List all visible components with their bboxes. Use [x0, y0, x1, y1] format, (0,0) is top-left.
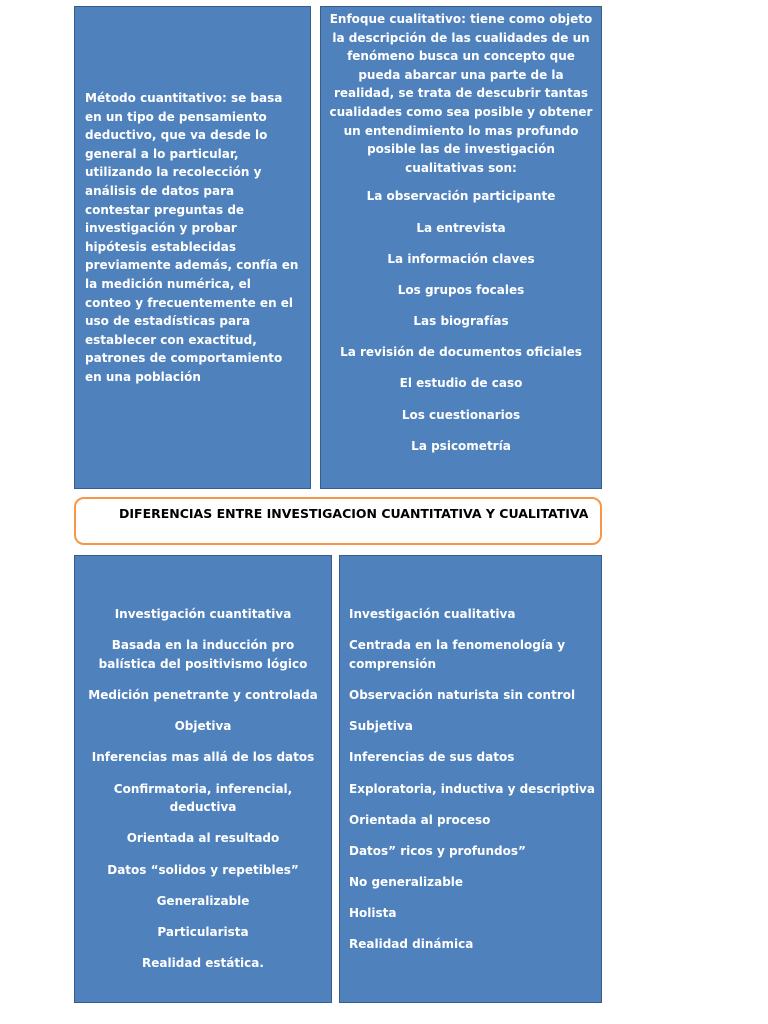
list-item: Inferencias mas allá de los datos: [91, 750, 315, 765]
list-item: Realidad dinámica: [349, 937, 474, 952]
list-item: Holista: [349, 906, 397, 921]
qualitative-characteristics-box: [339, 555, 602, 1003]
list-item: Orientada al resultado: [126, 831, 280, 846]
qualitative-techniques-list: [329, 187, 593, 455]
list-item: La entrevista: [416, 220, 506, 235]
list-item: Los cuestionarios: [401, 407, 521, 422]
list-item: El estudio de caso: [399, 376, 523, 391]
list-item: Medición penetrante y controlada: [88, 687, 318, 702]
qualitative-focus-intro: Enfoque cualitativo: tiene como objeto la descripción de las cualidades de un fenómeno busca un concepto que pueda abarcar una parte de la realidad, se trata de descubrir tantas cualidades como sea posible y obtener un entendimiento lo mas profundo posible las de investigación cualitativas son:: [329, 12, 593, 175]
list-item: Exploratoria, inductiva y descriptiva: [349, 781, 595, 796]
list-item: La revisión de documentos oficiales: [340, 345, 582, 360]
quantitative-characteristics-list: [83, 605, 323, 973]
list-item: Basada en la inducción pro balística del positivismo lógico: [98, 638, 308, 671]
list-item: Orientada al proceso: [349, 812, 491, 827]
list-item: Particularista: [157, 924, 249, 939]
quantitative-characteristics-box: [74, 555, 332, 1003]
list-item: Generalizable: [156, 893, 250, 908]
differences-title: DIFERENCIAS ENTRE INVESTIGACION CUANTITATIVA Y CUALITATIVA: [119, 506, 589, 521]
qualitative-characteristics-list: [349, 605, 595, 954]
list-item: Los grupos focales: [397, 282, 525, 297]
list-item: Investigación cuantitativa: [114, 607, 292, 621]
list-item: Investigación cualitativa: [349, 607, 516, 621]
differences-title-box: [74, 497, 602, 545]
list-item: Subjetiva: [349, 719, 413, 734]
list-item: Inferencias de sus datos: [349, 750, 515, 765]
list-item: Realidad estática.: [142, 956, 264, 971]
list-item: Confirmatoria, inferencial, deductiva: [113, 781, 293, 815]
list-item: La psicometría: [411, 438, 511, 453]
list-item: La observación participante: [366, 189, 556, 204]
list-item: Centrada en la fenomenología y comprensión: [349, 638, 566, 671]
quantitative-method-box: [74, 6, 311, 489]
list-item: Observación naturista sin control: [349, 687, 576, 702]
list-item: Datos” ricos y profundos”: [349, 843, 526, 858]
list-item: Las biografías: [413, 314, 509, 329]
list-item: La información claves: [387, 251, 535, 266]
list-item: No generalizable: [349, 875, 464, 890]
qualitative-focus-box: [320, 6, 602, 489]
list-item: Datos “solidos y repetibles”: [107, 862, 299, 877]
quantitative-method-text: Método cuantitativo: se basa en un tipo de pensamiento deductivo, que va desde lo general a lo particular, utilizando la recolección y análisis de datos para contestar preguntas de investigación y probar hipótesis establecidas previamente además, confía en la medición numérica, el conteo y frecuentemente en el uso de estadísticas para establecer con exactitud, patrones de comportamiento en una población: [85, 91, 299, 384]
list-item: Objetiva: [174, 719, 232, 734]
